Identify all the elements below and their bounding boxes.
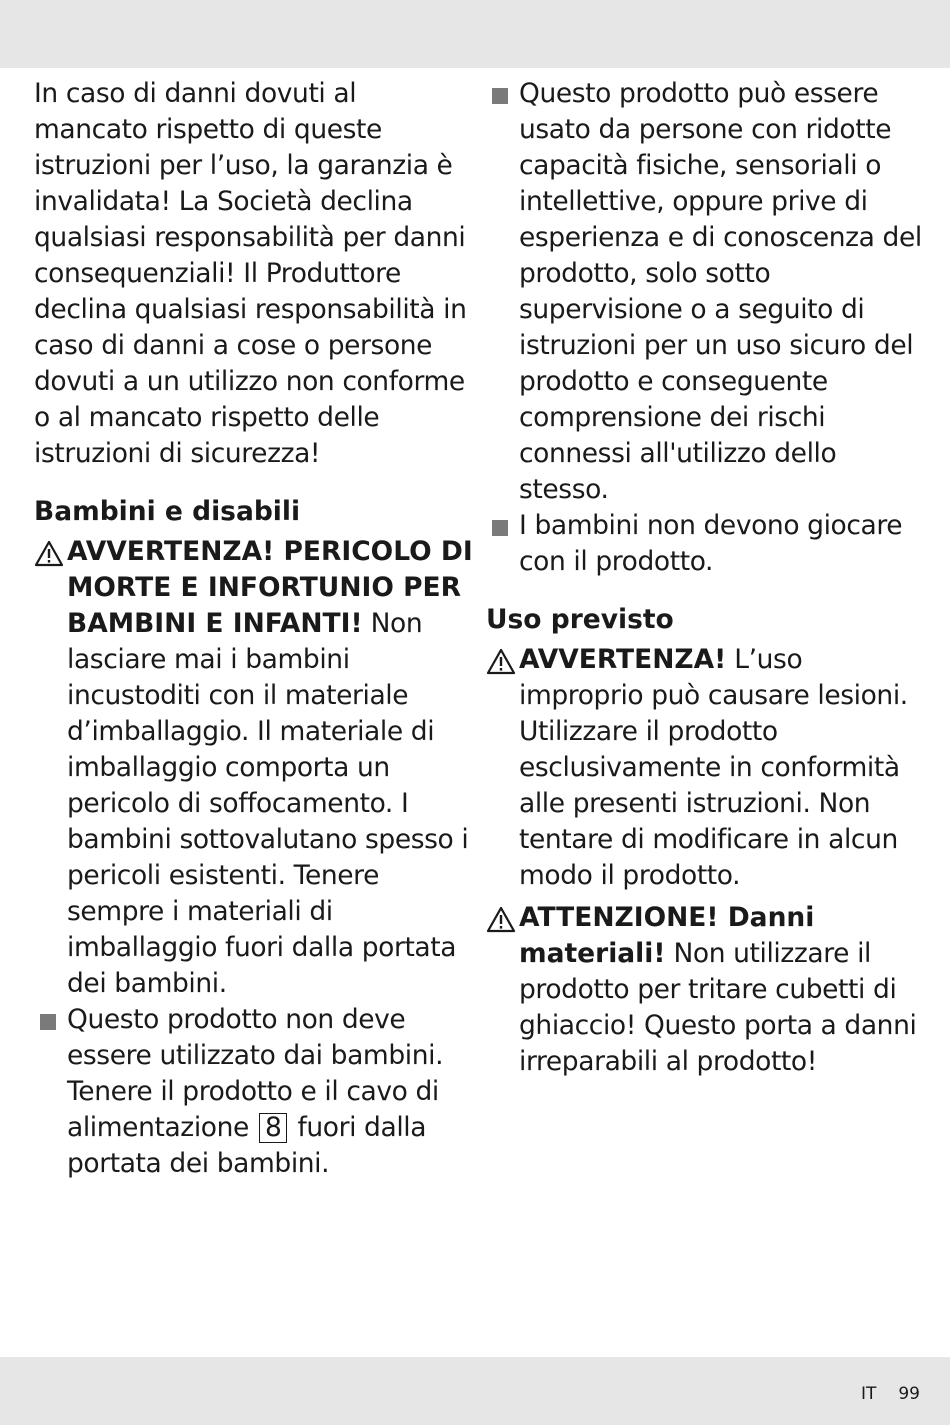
- warning-title: AVVERTENZA! PERICOLO DI MORTE E INFORTUNIO PER BAMBINI E INFANTI!: [67, 536, 473, 639]
- header-band: [0, 0, 950, 68]
- list-item: [34, 1002, 474, 1182]
- warning-children: [34, 534, 474, 1002]
- footer-band: [0, 1357, 950, 1425]
- square-bullet-icon: [492, 520, 508, 536]
- left-column: [34, 76, 474, 1182]
- intro-paragraph: In caso di danni dovuti al mancato rispetto di queste istruzioni per l’uso, la garanzia è invalidata! La Società declina qualsiasi responsabilità per danni consequenziali! Il Produttore declina qualsiasi responsabilità in caso di danni a cose o persone dovuti a un utilizzo non conforme o al mancato rispetto delle istruzioni di sicurezza!: [34, 78, 467, 469]
- warning-title: ATTENZIONE! Danni materiali!: [519, 902, 815, 969]
- warning-text: Non utilizzare il prodotto per tritare cubetti di ghiaccio! Questo porta a danni irreparabili al prodotto!: [519, 938, 917, 1077]
- section-heading-intended-use: Uso previsto: [486, 604, 674, 635]
- square-bullet-icon: [40, 1014, 56, 1030]
- list-item: [486, 508, 926, 580]
- right-column: [486, 76, 926, 1080]
- warning-misuse: [486, 642, 926, 894]
- section-heading-children: Bambini e disabili: [34, 496, 301, 527]
- warning-triangle-icon: [486, 906, 516, 933]
- language-code: IT: [860, 1384, 877, 1404]
- warning-material-damage: [486, 900, 926, 1080]
- bullet-text: Questo prodotto può essere usato da persone con ridotte capacità fisiche, sensoriali o intellettive, oppure prive di esperienza e di conoscenza del prodotto, solo sotto supervisione o a seguito di istruzioni per un uso sicuro del prodotto e conseguente comprensione dei rischi connessi all'utilizzo dello stesso.: [519, 78, 922, 505]
- warning-text: L’uso improprio può causare lesioni. Utilizzare il prodotto esclusivamente in conformità alle presenti istruzioni. Non tentare di modificare in alcun modo il prodotto.: [519, 644, 908, 891]
- square-bullet-icon: [492, 88, 508, 104]
- list-item: [486, 76, 926, 508]
- bullet-text: Questo prodotto non deve essere utilizzato dai bambini. Tenere il prodotto e il cavo di alimentazione: [67, 1004, 444, 1143]
- page-number: 99: [898, 1384, 920, 1404]
- warning-triangle-icon: [486, 648, 516, 675]
- bullet-text: I bambini non devono giocare con il prodotto.: [519, 510, 903, 577]
- page-footer: [839, 1384, 920, 1404]
- warning-title: AVVERTENZA!: [519, 644, 727, 675]
- part-number-badge: 8: [259, 1113, 287, 1143]
- bullet-text-end: fuori dalla portata dei bambini.: [67, 1112, 427, 1179]
- warning-triangle-icon: [34, 540, 64, 567]
- warning-text: Non lasciare mai i bambini incustoditi con il materiale d’imballaggio. Il materiale di imballaggio comporta un pericolo di soffocamento. I bambini sottovalutano spesso i pericoli esistenti. Tenere sempre i materiali di imballaggio fuori dalla portata dei bambini.: [67, 608, 469, 999]
